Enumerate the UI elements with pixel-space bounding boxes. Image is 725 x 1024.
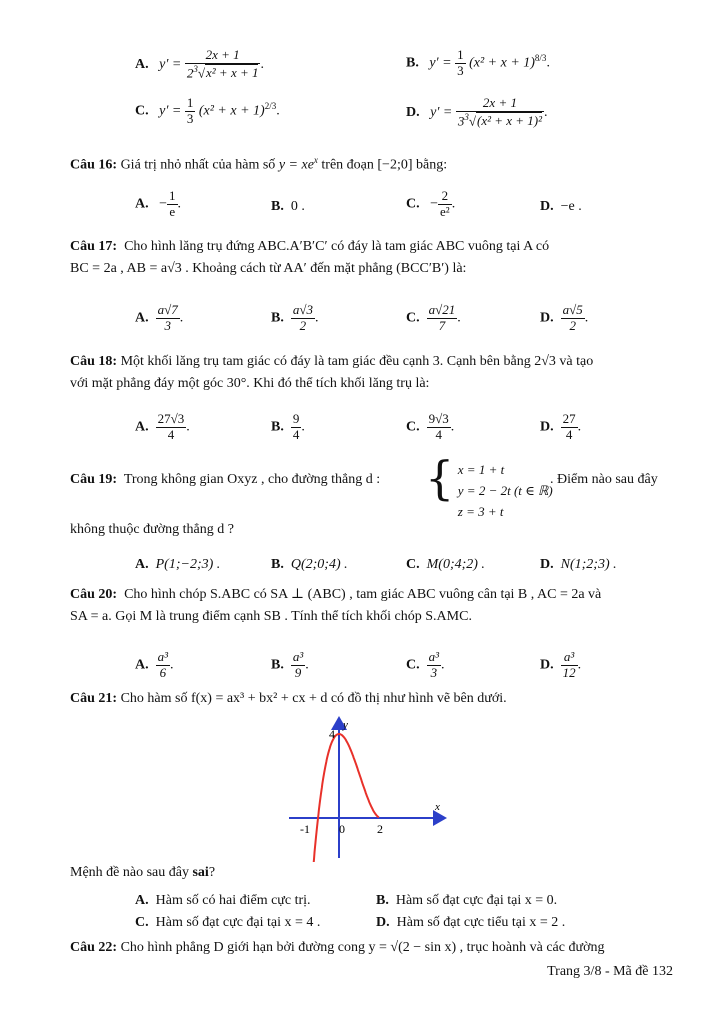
choice-a: A. Hàm số có hai điểm cực trị. — [135, 893, 311, 908]
choice-b: B. $\frac{a√3}{2}$ . — [271, 302, 319, 333]
question-20: Câu 20: Cho hình chóp S.ABC có SA ⊥ (ABC) , tam giác ABC vuông cân tại B , AC = 2a và SA = a. Gọi M là trung điểm cạnh SB . Tính thể tích khối chóp S.AMC. — [70, 587, 602, 624]
choice-a: A. P(1;−2;3) . — [135, 557, 221, 572]
question-18: Câu 18: Một khối lăng trụ tam giác có đáy là tam giác đều cạnh 3. Cạnh bên bằng 2√3 và tạo với mặt phẳng đáy một góc 30°. Khi đó thể tích khối lăng trụ là: — [70, 354, 594, 391]
question-16: Câu 16: Giá trị nhỏ nhất của hàm số $y = xe^x$ trên đoạn [−2;0] bằng: — [70, 155, 448, 173]
x-axis-label: x — [435, 801, 440, 813]
choice-b: B. $\frac{\text{a³}}{9}$ . — [271, 649, 309, 680]
question-17: Câu 17: Cho hình lăng trụ đứng ABC.A′B′C′ có đáy là tam giác ABC vuông tại A có BC = 2a , AB = a√3 . Khoảng cách từ AA′ đến mặt phẳng (BCC′B′) là: — [70, 239, 550, 276]
tick-label-4: 4 — [329, 727, 335, 741]
choice-d: D. $\frac{27}{4}$ . — [540, 411, 582, 442]
question-label: Câu 16: — [70, 157, 118, 173]
choice-a: A. y′ = $\frac{2x + 1}{2^3√x^2 + x + 1}$ . — [135, 47, 264, 81]
choice-a: A. $\frac{a√7}{3}$ . — [135, 302, 184, 333]
choice-d: D. Hàm số đạt cực tiểu tại x = 2 . — [376, 915, 566, 930]
choice-b: B. 0 . — [271, 199, 305, 214]
question-label: Câu 18: — [70, 354, 118, 369]
tick-label-0: 0 — [339, 822, 345, 836]
choice-a: A. $\frac{27√3}{4}$ . — [135, 411, 190, 442]
choice-label: D. — [406, 104, 420, 120]
choice-c: C. Hàm số đạt cực đại tại x = 4 . — [135, 915, 321, 930]
tick-label-2: 2 — [377, 822, 383, 836]
choice-label: A. — [135, 56, 149, 72]
choice-b: B. y′ = $\frac{1}{3}$ $(x^2 + x + 1)^{8/3}$. — [406, 47, 550, 78]
question-label: Câu 17: — [70, 239, 118, 254]
choice-d: D. $\frac{\text{a³}}{12}$ . — [540, 649, 582, 680]
math-lhs: y′ = — [159, 56, 182, 72]
choice-b: B. Hàm số đạt cực đại tại x = 0. — [376, 893, 558, 908]
fraction: $\frac{2x + 1}{2^3√x^2 + x + 1}$ — [186, 47, 259, 81]
question-label: Câu 19: — [70, 472, 118, 487]
choice-b: B. Q(2;0;4) . — [271, 557, 348, 572]
fraction: $\frac{1}{3}$ — [186, 95, 194, 126]
function-graph — [285, 712, 450, 862]
choice-c: C. $\frac{9√3}{4}$ . — [406, 411, 455, 442]
fraction: $\frac{1}{3}$ — [457, 47, 464, 78]
choice-c: C. $\frac{\text{a³}}{3}$ . — [406, 649, 445, 680]
choice-b: B. $\frac{9}{4}$ . — [271, 411, 305, 442]
choice-d: D. N(1;2;3) . — [540, 557, 617, 572]
y-axis-label: y — [343, 719, 348, 731]
tick-label-minus1: -1 — [300, 822, 310, 836]
question-label: Câu 20: — [70, 587, 118, 602]
question-22: Câu 22: Cho hình phẳng D giới hạn bởi đường cong y = √(2 − sin x) , trục hoành và các đường — [70, 940, 605, 955]
line-system: { x = 1 + t y = 2 − 2t (t ∈ ℝ) z = 3 + t — [425, 451, 553, 520]
brace: { — [425, 451, 455, 505]
page-footer: Trang 3/8 - Mã đề 132 — [547, 964, 673, 979]
question-21: Câu 21: Cho hàm số f(x) = ax³ + bx² + cx + d có đồ thị như hình vẽ bên dưới. — [70, 691, 507, 706]
question-19-tail: . Điểm nào sau đây — [550, 472, 658, 487]
question-19: Câu 19: Trong không gian Oxyz , cho đường thẳng d : — [70, 472, 381, 487]
choice-a: A. − $\frac{1}{e}$ . — [135, 188, 182, 219]
choice-c: C. $\frac{a√21}{7}$ . — [406, 302, 461, 333]
function-curve — [311, 734, 379, 862]
choice-c: C. y′ = $\frac{1}{3}$ $(x^2 + x + 1)^{2/3}$. — [135, 95, 280, 126]
choice-c: C. − $\frac{2}{\text{e²}}$ . — [406, 188, 456, 219]
choice-d: D. −e . — [540, 199, 582, 214]
question-19-line2: không thuộc đường thẳng d ? — [70, 522, 234, 537]
choice-c: C. M(0;4;2) . — [406, 557, 485, 572]
choice-a: A. $\frac{\text{a³}}{6}$ . — [135, 649, 174, 680]
question-label: Câu 22: — [70, 940, 118, 955]
fraction: $\frac{2x + 1}{3^3√(x^2 + x + 1)^2}$ — [457, 95, 543, 129]
choice-d: D. $\frac{a√5}{2}$ . — [540, 302, 589, 333]
choice-label: C. — [135, 103, 149, 119]
choice-label: B. — [406, 55, 419, 71]
question-label: Câu 21: — [70, 691, 118, 706]
choice-d: D. y′ = $\frac{2x + 1}{3^3√(x^2 + x + 1)^2}$ . — [406, 95, 548, 129]
question-21-prompt: Mệnh đề nào sau đây sai? — [70, 865, 216, 880]
